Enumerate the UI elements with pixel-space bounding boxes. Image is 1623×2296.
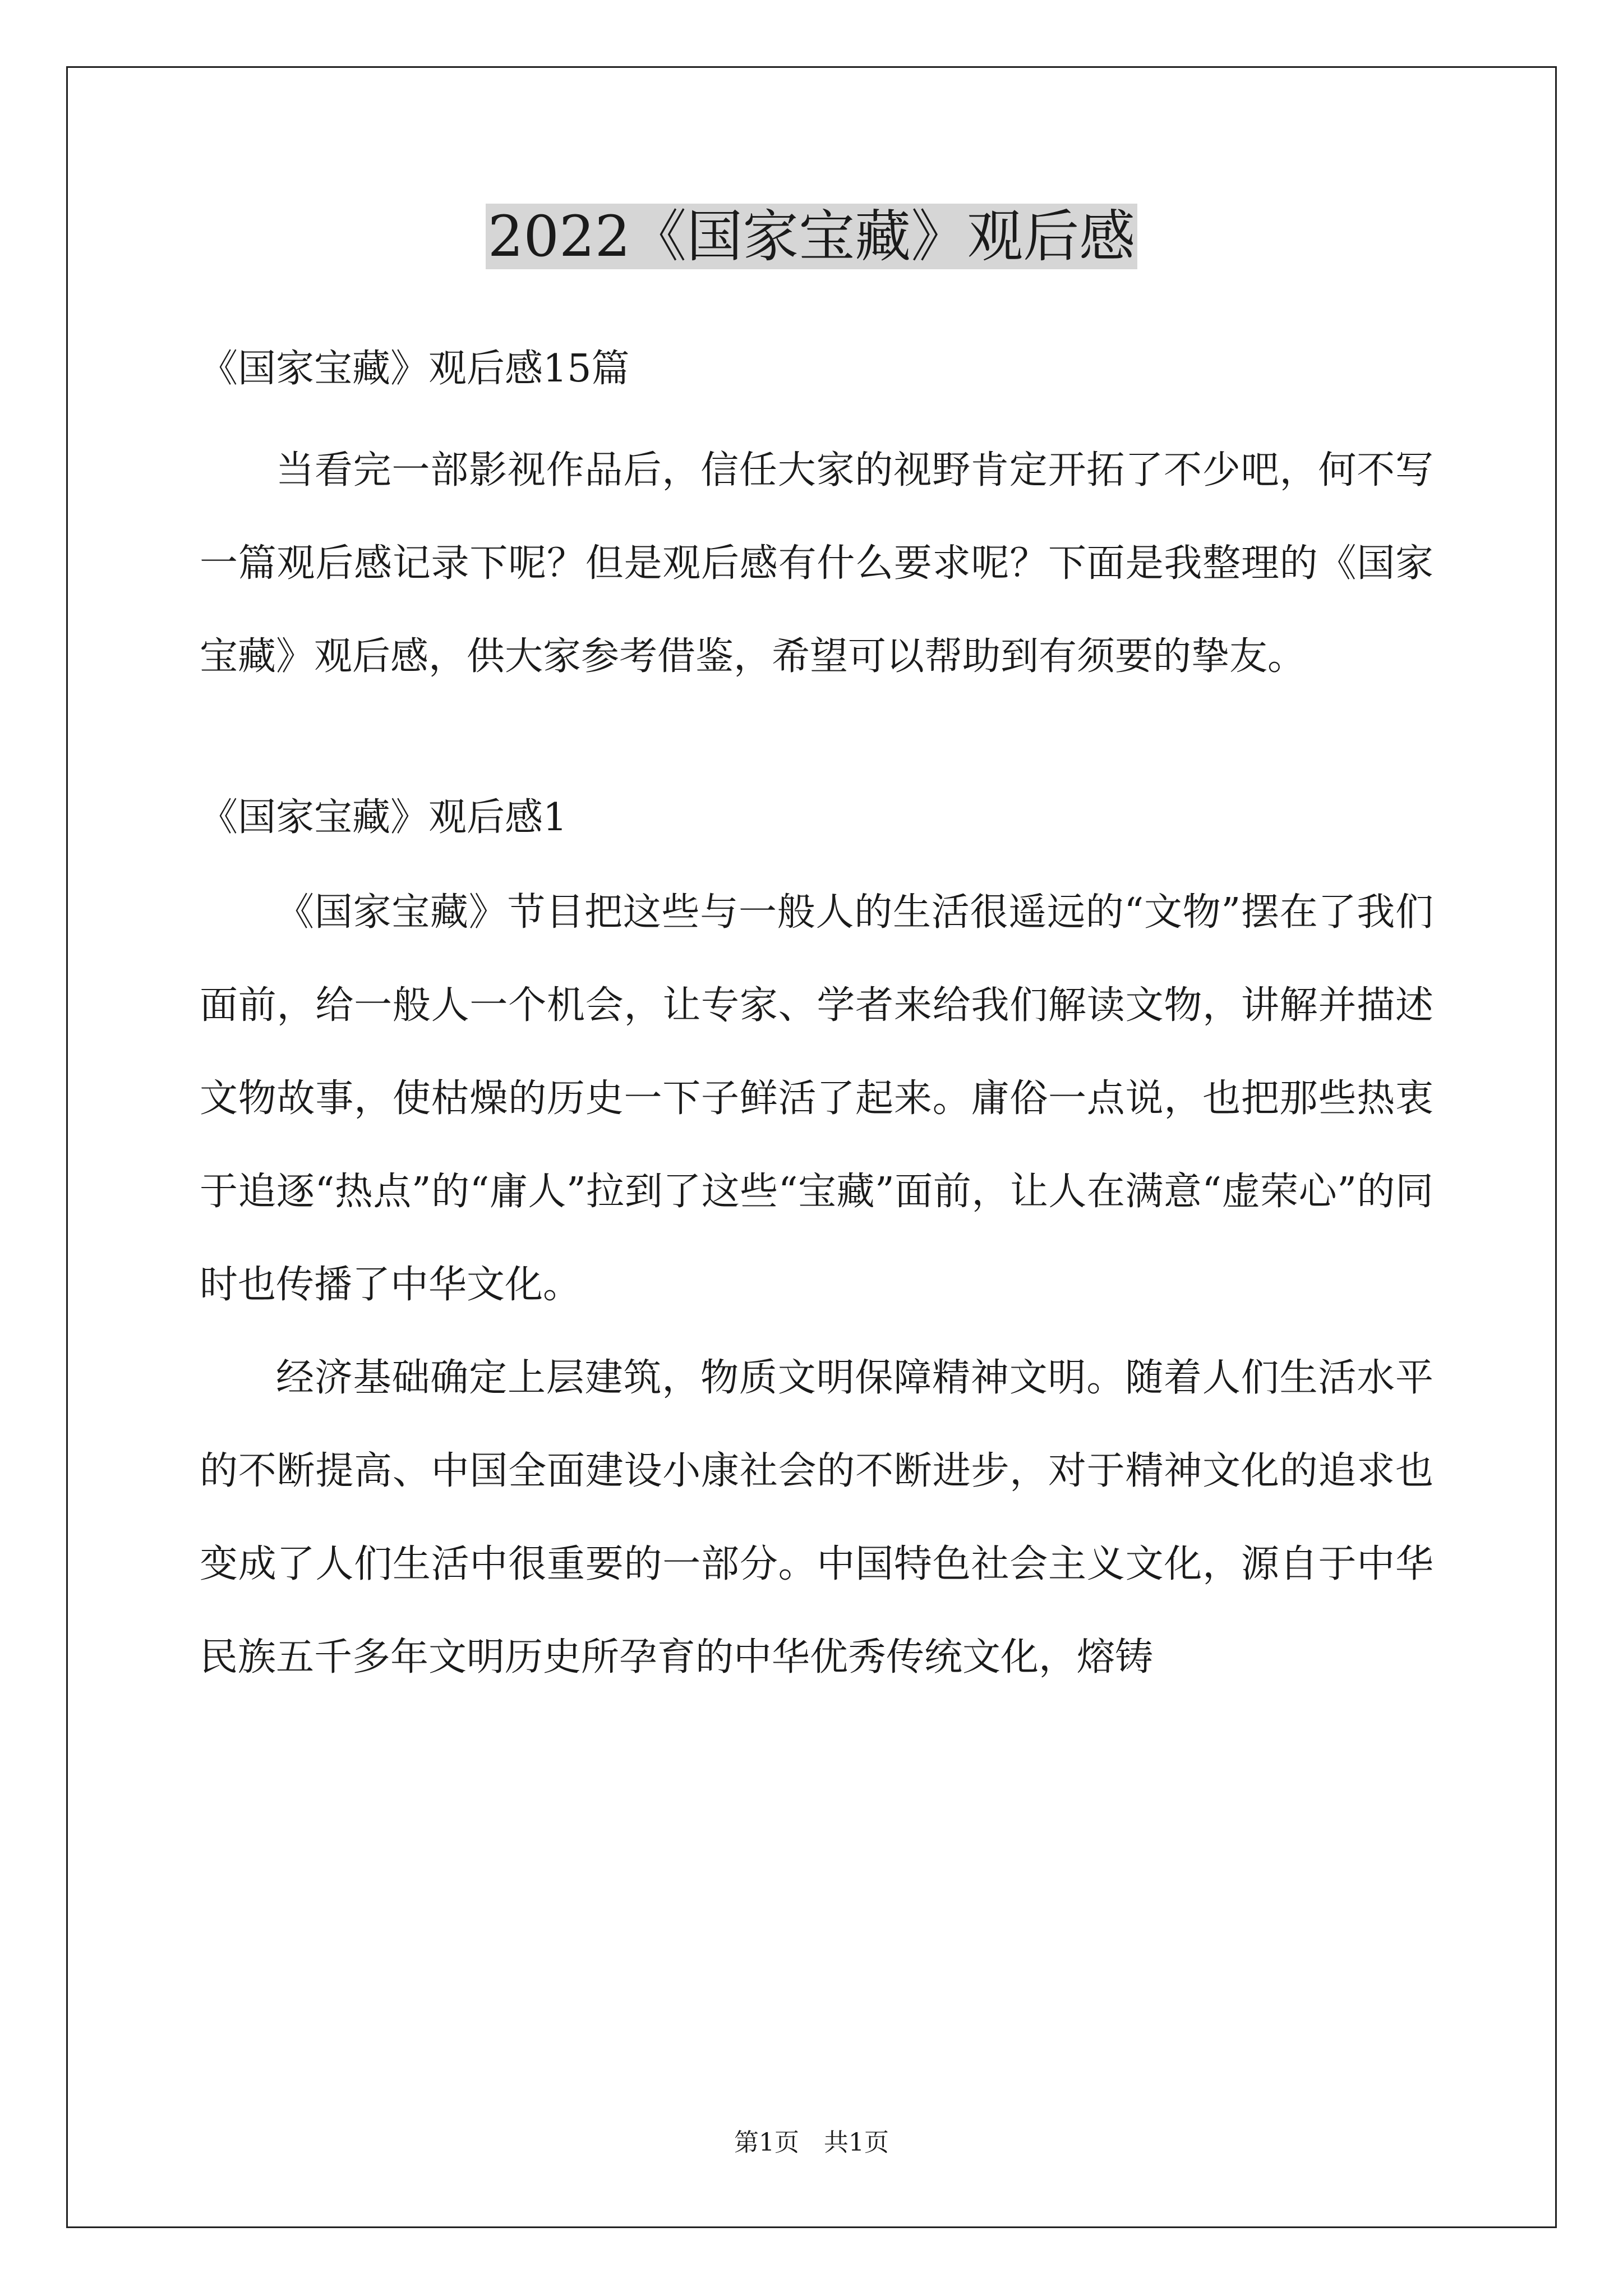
section-heading: 《国家宝藏》观后感1 (200, 795, 568, 840)
document-title-text: 2022《国家宝藏》观后感 (486, 204, 1138, 269)
document-subtitle: 《国家宝藏》观后感15篇 (200, 347, 630, 391)
document-title (0, 197, 1623, 276)
page-footer: 第1页 共1页 (734, 2128, 889, 2157)
body-paragraph: 经济基础确定上层建筑，物质文明保障精神文明。随着人们生活水平的不断提高、中国全面建设小康社会的不断进步，对于精神文化的追求也变成了人们生活中很重要的一部分。中国特色社会主义文化，源自于中华民族五千多年文明历史所孕育的中华优秀传统文化，熔铸 (200, 1356, 1433, 1680)
document-body (200, 342, 1433, 1704)
body-paragraph: 《国家宝藏》节目把这些与一般人的生活很遥远的“文物”摆在了我们面前，给一般人一个机会，让专家、学者来给我们解读文物，讲解并描述文物故事，使枯燥的历史一下子鲜活了起来。庸俗一点说，也把那些热衷于追逐“热点”的“庸人”拉到了这些“宝藏”面前，让人在满意“虚荣心”的同时也传播了中华文化。 (200, 890, 1433, 1307)
intro-paragraph: 当看完一部影视作品后，信任大家的视野肯定开拓了不少吧，何不写一篇观后感记录下呢？但是观后感有什么要求呢？下面是我整理的《国家宝藏》观后感，供大家参考借鉴，希望可以帮助到有须要的挚友。 (200, 448, 1433, 679)
